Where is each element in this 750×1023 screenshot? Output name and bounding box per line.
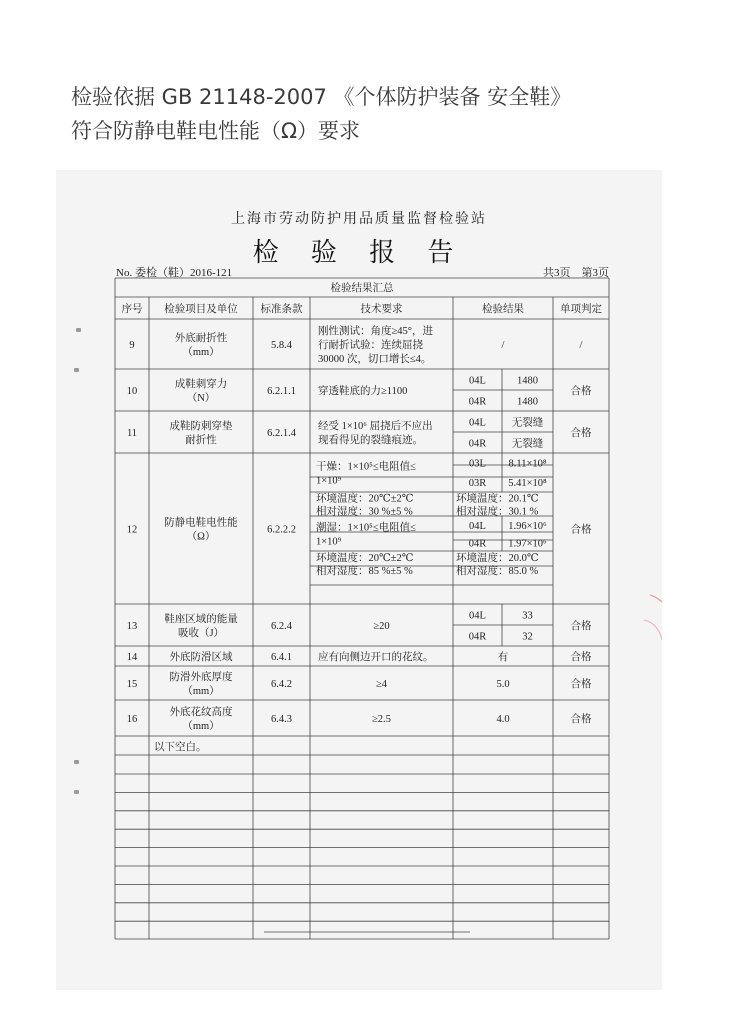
row-clause: 6.2.1.4 (267, 428, 296, 439)
row-verdict: 合格 (570, 621, 592, 632)
result-value: 无裂缝 (511, 417, 544, 429)
header-verdict: 单项判定 (560, 304, 602, 315)
row-requirement: ≥2.5 (372, 714, 391, 725)
row-item: 外底防滑区域 (169, 652, 233, 663)
environment-result: 环境温度：20.0℃ (456, 553, 539, 564)
punch-mark (76, 328, 81, 332)
result-sample: 04L (469, 521, 486, 532)
page-count: 共3页 第3页 (543, 267, 609, 279)
row-clause: 6.4.3 (271, 714, 292, 725)
row-item: 外底花纹高度 (169, 707, 233, 718)
environment-requirement: 环境温度：20℃±2℃ (316, 493, 414, 505)
row-clause: 6.2.4 (271, 621, 292, 632)
environment-requirement: 相对湿度：30 %±5 % (316, 506, 413, 518)
result-sample: 04L (469, 375, 486, 387)
row-requirement: 应有向侧边开口的花纹。 (318, 652, 434, 663)
punch-mark (74, 368, 79, 372)
result-sample: 04R (468, 438, 487, 450)
row-clause: 6.4.1 (271, 652, 292, 663)
caption (71, 80, 711, 148)
row-verdict: / (579, 340, 583, 351)
result-sample: 04R (468, 396, 487, 408)
row-requirement: ≥4 (375, 679, 388, 690)
report-title: 检 验 报 告 (252, 238, 466, 268)
header-result: 检验结果 (482, 304, 524, 315)
result-sample: 04R (468, 631, 487, 643)
report-number: No. 委检（鞋）2016-121 (116, 267, 233, 279)
row-clause: 6.4.2 (271, 679, 292, 690)
row-seq: 15 (126, 679, 138, 690)
row-seq: 16 (126, 714, 138, 725)
row-item: 鞋座区域的能量 (164, 614, 238, 625)
result-value: 1480 (517, 396, 538, 408)
row-verdict: 合格 (570, 652, 592, 663)
row-clause: 6.2.1.1 (267, 386, 296, 397)
row-item: 外底耐折性 (174, 333, 228, 344)
results-table (56, 170, 662, 990)
row-item: 成鞋刺穿力 (174, 379, 228, 390)
row-seq: 9 (129, 340, 135, 351)
row-seq: 10 (126, 386, 138, 397)
row-result: 4.0 (496, 714, 510, 725)
row-seq: 13 (126, 621, 138, 632)
environment-result: 相对湿度：85.0 % (456, 566, 539, 577)
requirement-dry: 1×10⁹ (316, 475, 342, 487)
blank-note: 以下空白。 (154, 742, 207, 753)
environment-result: 相对湿度：30.1 % (456, 506, 539, 518)
row-verdict: 合格 (570, 679, 592, 690)
result-sample: 04L (469, 610, 486, 622)
header-item: 检验项目及单位 (164, 304, 238, 315)
row-verdict: 合格 (570, 386, 592, 397)
header-seq: 序号 (121, 304, 143, 315)
table-title: 检验结果汇总 (330, 283, 394, 294)
table-texts (122, 281, 603, 753)
row-result: / (501, 340, 505, 351)
row-item: 防滑外底厚度 (169, 672, 233, 683)
result-value: 33 (522, 610, 533, 622)
result-value: 32 (522, 631, 533, 643)
punch-mark (74, 760, 79, 764)
row-item: （Ω） (186, 531, 216, 543)
row-seq: 14 (126, 652, 138, 663)
result-value: 1.96×10⁶ (508, 521, 547, 532)
row-item: 耐折性 (185, 435, 217, 446)
row-clause: 6.2.2.2 (267, 524, 296, 536)
result-sample: 04L (469, 417, 486, 429)
row-item: （mm） (182, 347, 220, 358)
result-value: 5.41×10⁸ (508, 478, 547, 489)
row-requirement: 行耐折试验：连续屈挠 (318, 340, 423, 351)
environment-requirement: 环境温度：20℃±2℃ (316, 553, 414, 564)
requirement-dry: 干燥：1×10⁵≤电阻值≤ (316, 461, 416, 473)
result-value: 1.97×10⁶ (508, 538, 547, 550)
result-sample: 03R (468, 478, 487, 489)
requirement-wet: 1×10⁹ (316, 536, 342, 548)
row-item: 吸收（J） (177, 628, 225, 639)
organization-name: 上海市劳动防护用品质量监督检验站 (231, 211, 487, 227)
stamp-mark (650, 595, 662, 602)
row-item: （N） (186, 393, 216, 404)
caption-line-1: 检验依据 GB 21148-2007 《个体防护装备 安全鞋》 (71, 85, 572, 109)
row-requirement: 刚性测试：角度≥45°，进 (318, 326, 433, 337)
row-result: 5.0 (496, 679, 510, 690)
row-requirement: ≥20 (373, 621, 390, 632)
row-clause: 5.8.4 (271, 340, 292, 351)
punch-mark (74, 790, 79, 794)
stamp-mark-inner (644, 620, 662, 640)
row-requirement: 现看得见的裂缝痕迹。 (318, 435, 423, 446)
row-seq: 12 (126, 524, 138, 536)
environment-result: 环境温度：20.1℃ (456, 493, 539, 505)
row-item: 防静电鞋电性能 (164, 517, 238, 529)
result-sample: 04R (468, 538, 487, 550)
row-verdict: 合格 (570, 524, 592, 536)
row-requirement: 穿透鞋底的力≥1100 (318, 386, 408, 397)
row-verdict: 合格 (570, 428, 592, 439)
result-value: 无裂缝 (511, 438, 544, 450)
row-item: （mm） (182, 721, 220, 732)
caption-line-2: 符合防静电鞋电性能（Ω）要求 (71, 119, 361, 143)
environment-requirement: 相对湿度：85 %±5 % (316, 566, 413, 577)
row-seq: 11 (126, 428, 138, 439)
row-verdict: 合格 (570, 714, 592, 725)
header-clause: 标准条款 (260, 304, 303, 315)
report-document (56, 170, 662, 990)
result-value: 8.11×10⁸ (508, 458, 547, 470)
result-value: 1480 (517, 375, 538, 387)
row-item: 成鞋防刺穿垫 (169, 421, 233, 432)
row-item: （mm） (182, 686, 220, 697)
requirement-wet: 潮湿：1×10⁵≤电阻值≤ (316, 522, 416, 534)
row-requirement: 经受 1×10⁶ 屈挠后不应出 (318, 421, 433, 432)
row-result: 有 (497, 652, 509, 663)
result-sample: 03L (469, 458, 486, 470)
row-requirement: 30000 次，切口增长≤4。 (318, 354, 432, 365)
header-requirement: 技术要求 (360, 304, 403, 315)
